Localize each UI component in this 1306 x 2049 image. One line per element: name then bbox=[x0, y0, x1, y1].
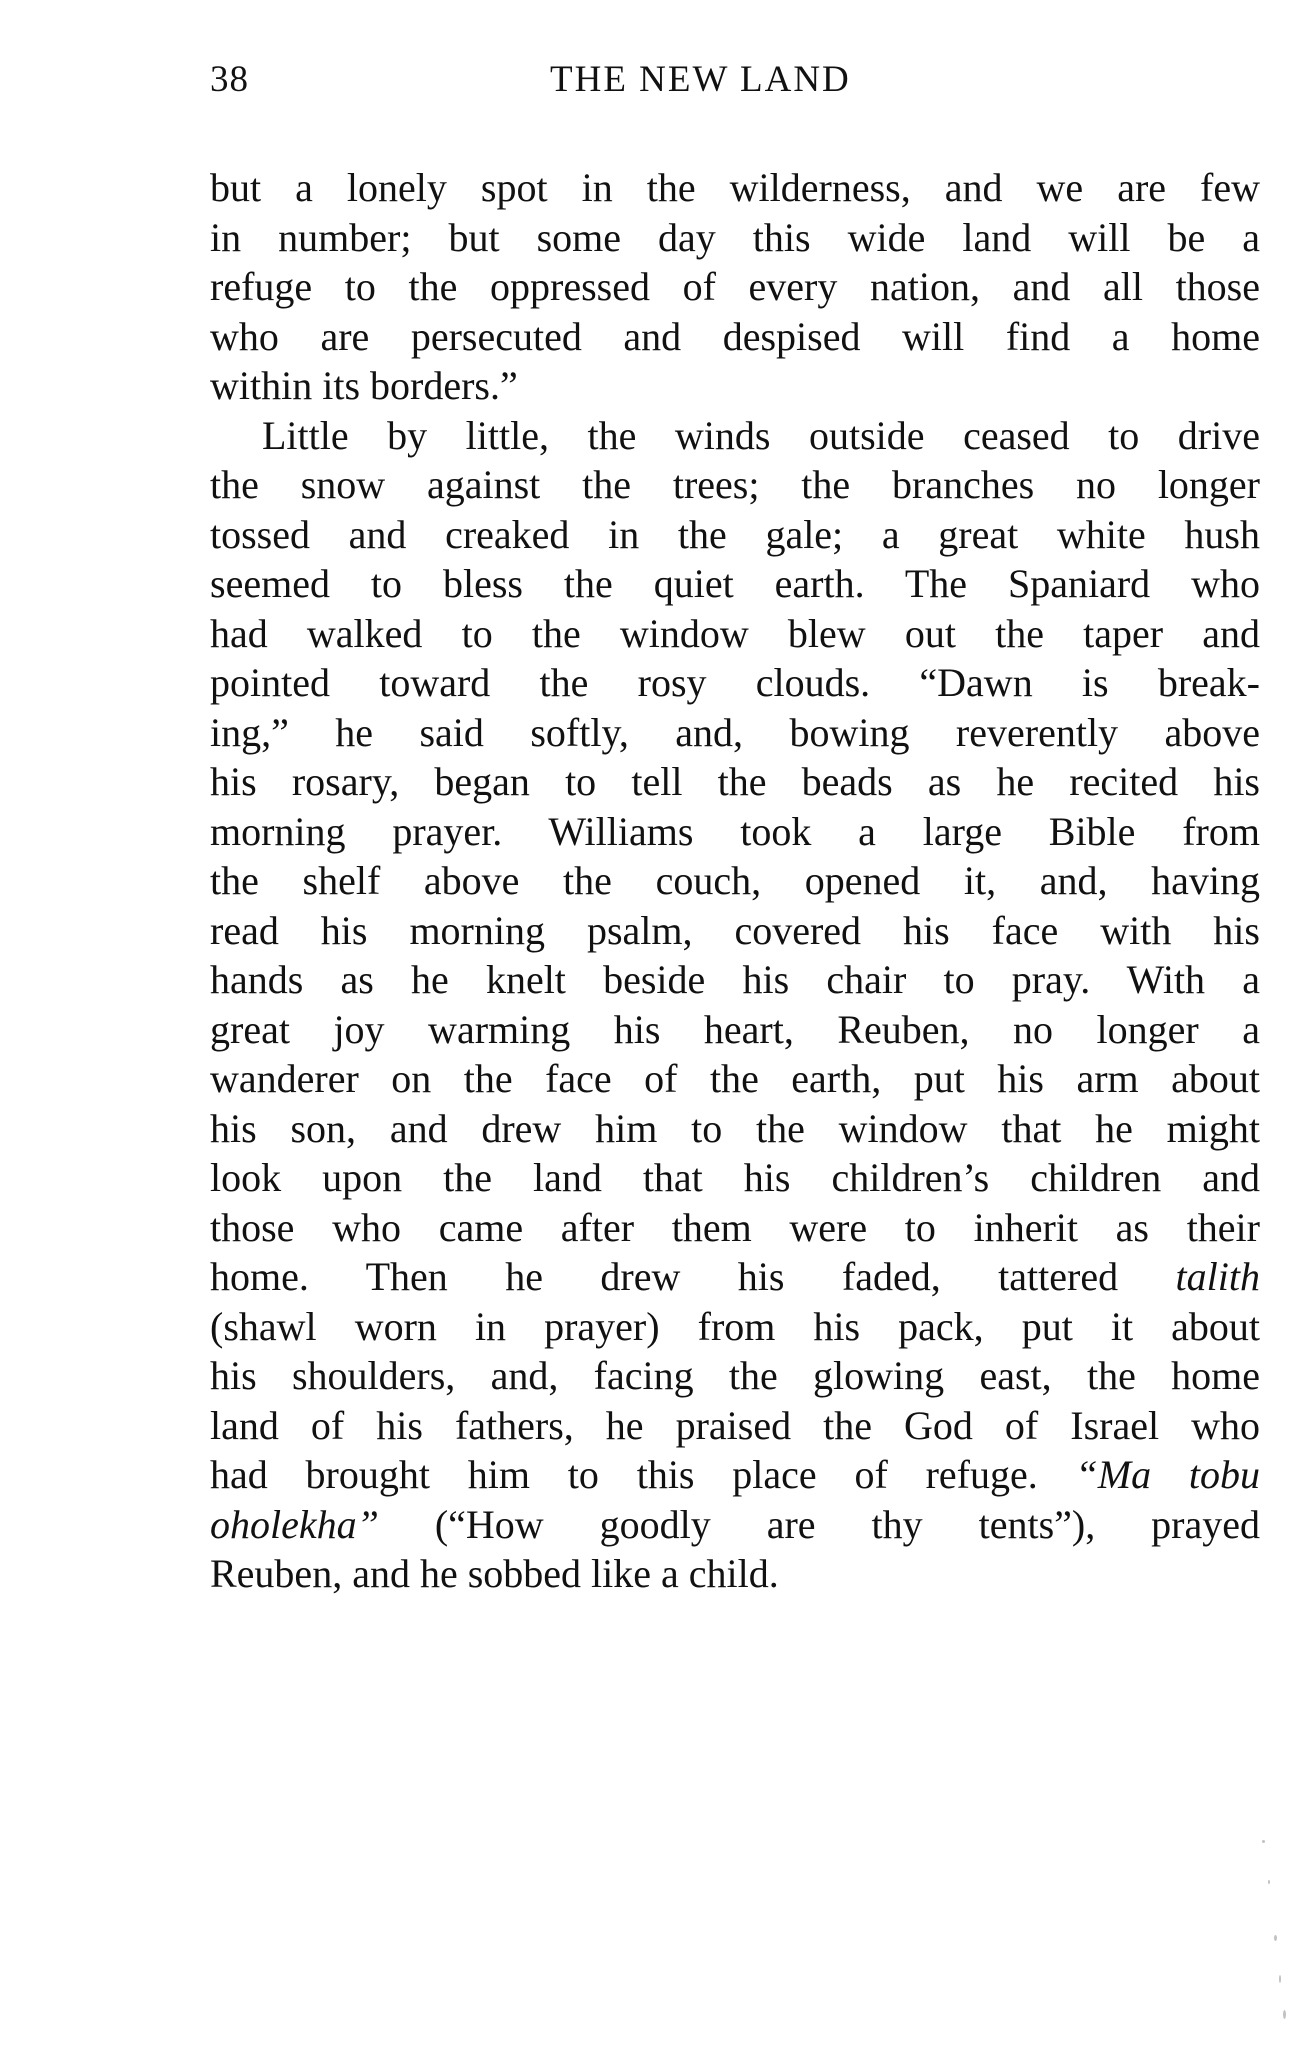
text-line: pointed toward the rosy clouds. “Dawn is break- bbox=[210, 660, 1260, 705]
text-line: his son, and drew him to the window that he might bbox=[210, 1105, 1260, 1151]
text-line: in number; but some day this wide land will be a bbox=[210, 214, 1260, 260]
text-line: the shelf above the couch, opened it, and, having bbox=[210, 858, 1260, 903]
text-line: read his morning psalm, covered his face with his bbox=[210, 907, 1260, 953]
text-line: but a lonely spot in the wilderness, and we are few bbox=[210, 165, 1260, 210]
scan-speck bbox=[1279, 1975, 1281, 1983]
text-run: had brought him to this place of refuge. bbox=[210, 1452, 1076, 1497]
text-line: Little by little, the winds outside ceased to drive bbox=[262, 412, 1260, 458]
text-line: ing,” he said softly, and, bowing reverently above bbox=[210, 709, 1260, 755]
body-text bbox=[210, 163, 1260, 1599]
text-line bbox=[210, 1450, 1260, 1500]
text-line: tossed and creaked in the gale; a great white hush bbox=[210, 511, 1260, 557]
text-line: those who came after them were to inherit as their bbox=[210, 1204, 1260, 1250]
italic-term: oholekha” bbox=[210, 1501, 379, 1547]
text-line: great joy warming his heart, Reuben, no longer a bbox=[210, 1006, 1260, 1052]
text-line bbox=[210, 1252, 1260, 1302]
text-line: land of his fathers, he praised the God of Israel who bbox=[210, 1402, 1260, 1448]
text-line bbox=[210, 1500, 1260, 1550]
text-line: Reuben, and he sobbed like a child. bbox=[210, 1551, 779, 1596]
text-line: his rosary, began to tell the beads as he recited his bbox=[210, 759, 1260, 804]
scan-speck bbox=[1262, 1840, 1265, 1843]
text-line: wanderer on the face of the earth, put his arm about bbox=[210, 1056, 1260, 1101]
scan-speck bbox=[1283, 2010, 1286, 2019]
text-line: refuge to the oppressed of every nation, and all those bbox=[210, 264, 1260, 309]
text-line: within its borders.” bbox=[210, 363, 518, 408]
running-title: THE NEW LAND bbox=[550, 59, 851, 100]
italic-term: “Ma tobu bbox=[1075, 1452, 1260, 1497]
text-line: look upon the land that his children’s children and bbox=[210, 1155, 1260, 1200]
running-head bbox=[210, 58, 1260, 118]
text-line: hands as he knelt beside his chair to pray. With a bbox=[210, 957, 1260, 1002]
paragraph-dawn bbox=[210, 411, 1260, 1599]
scan-speck bbox=[1274, 1935, 1277, 1941]
text-line: had walked to the window blew out the taper and bbox=[210, 610, 1260, 656]
text-run: (“How goodly are thy tents”), prayed bbox=[378, 1501, 1260, 1547]
italic-term: talith bbox=[1175, 1254, 1260, 1299]
text-line: the snow against the trees; the branches no longer bbox=[210, 462, 1260, 507]
page-number: 38 bbox=[210, 59, 249, 100]
text-line: (shawl worn in prayer) from his pack, put it about bbox=[210, 1303, 1260, 1349]
text-line: seemed to bless the quiet earth. The Spaniard who bbox=[210, 561, 1260, 606]
paragraph-continuation bbox=[210, 163, 1260, 411]
text-line: who are persecuted and despised will find a home bbox=[210, 313, 1260, 359]
scan-speck bbox=[1268, 1880, 1270, 1884]
text-line: morning prayer. Williams took a large Bible from bbox=[210, 808, 1260, 854]
text-run: home. Then he drew his faded, tattered bbox=[210, 1254, 1176, 1299]
text-line: his shoulders, and, facing the glowing east, the home bbox=[210, 1353, 1260, 1398]
